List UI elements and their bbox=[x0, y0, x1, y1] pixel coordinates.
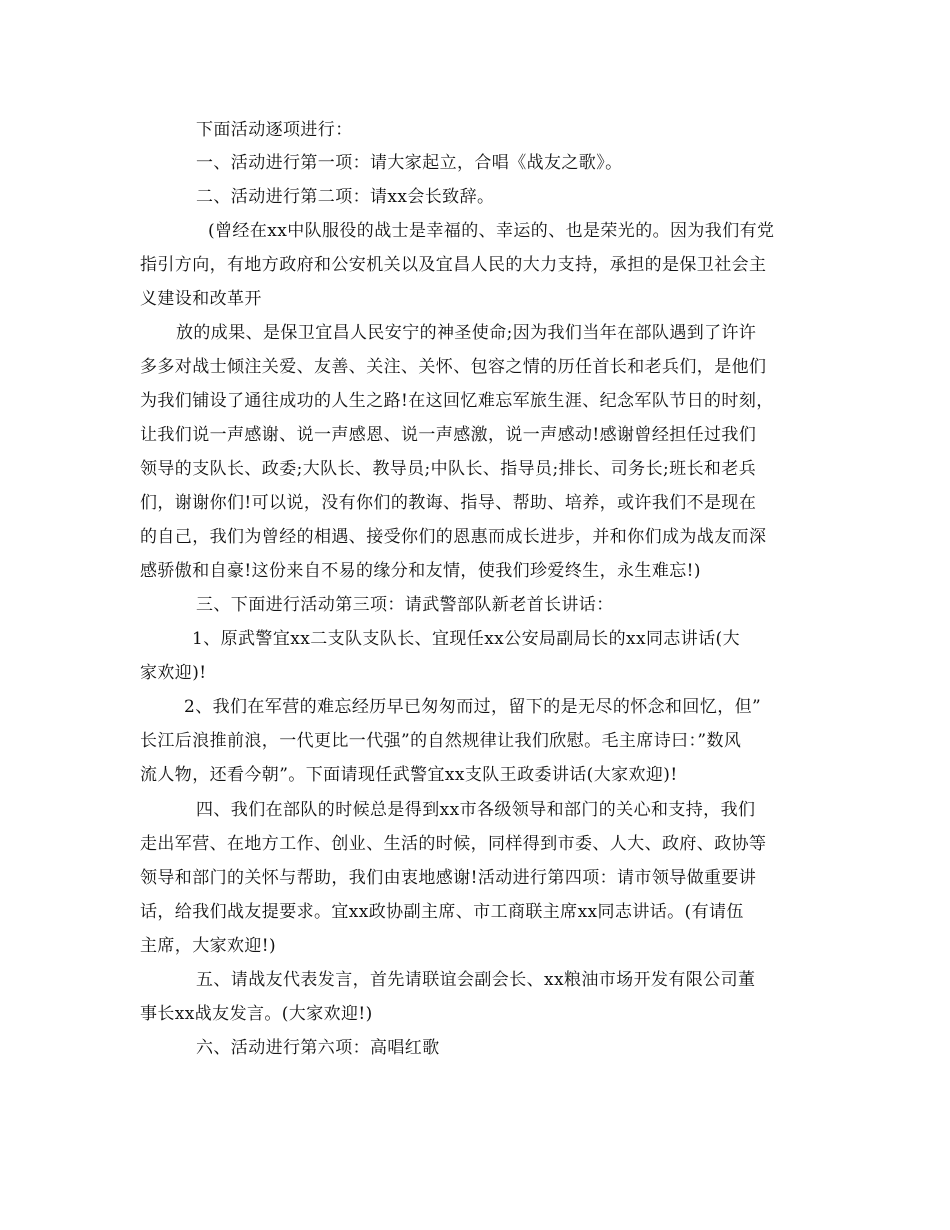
text-line: 六、活动进行第六项：高唱红歌 bbox=[196, 1038, 440, 1058]
text-line: 事长xx战友发言。(大家欢迎!) bbox=[140, 1004, 373, 1024]
text-line: 四、我们在部队的时候总是得到xx市各级领导和部门的关心和支持，我们 bbox=[196, 800, 756, 820]
text-line: 长江后浪推前浪，一代更比一代强”的自然规律让我们欣慰。毛主席诗曰：”数风 bbox=[140, 731, 742, 751]
text-line: 五、请战友代表发言，首先请联谊会副会长、xx粮油市场开发有限公司董 bbox=[196, 970, 756, 990]
text-line: 让我们说一声感谢、说一声感恩、说一声感激，说一声感动!感谢曾经担任过我们 bbox=[140, 425, 757, 445]
text-line: 领导的支队长、政委;大队长、教导员;中队长、指导员;排长、司务长;班长和老兵 bbox=[140, 459, 757, 479]
text-line: 感骄傲和自豪!这份来自不易的缘分和友情，使我们珍爱终生，永生难忘!) bbox=[140, 561, 701, 581]
text-line: 多多对战士倾注关爱、友善、关注、关怀、包容之情的历任首长和老兵们，是他们 bbox=[140, 357, 767, 377]
text-line: 领导和部门的关怀与帮助，我们由衷地感谢!活动进行第四项：请市领导做重要讲 bbox=[140, 868, 757, 888]
text-line: 主席，大家欢迎!) bbox=[140, 936, 277, 956]
text-line: 一、活动进行第一项：请大家起立，合唱《战友之歌》。 bbox=[196, 153, 623, 173]
text-line: 义建设和改革开 bbox=[140, 289, 262, 309]
text-line: 家欢迎)! bbox=[140, 663, 207, 683]
text-line: 流人物，还看今朝”。下面请现任武警宜xx支队王政委讲话(大家欢迎)! bbox=[140, 765, 678, 785]
text-line: 三、下面进行活动第三项：请武警部队新老首长讲话： bbox=[196, 595, 614, 615]
text-line: 下面活动逐项进行： bbox=[196, 120, 353, 140]
text-line: 2、我们在军营的难忘经历早已匆匆而过，留下的是无尽的怀念和回忆，但” bbox=[184, 697, 762, 717]
text-line: 走出军营、在地方工作、创业、生活的时候，同样得到市委、人大、政府、政协等 bbox=[140, 834, 767, 854]
text-line: 指引方向，有地方政府和公安机关以及宜昌人民的大力支持，承担的是保卫社会主 bbox=[140, 255, 767, 275]
text-line: 放的成果、是保卫宜昌人民安宁的神圣使命;因为我们当年在部队遇到了许许 bbox=[176, 323, 757, 343]
text-line: (曾经在xx中队服役的战士是幸福的、幸运的、也是荣光的。因为我们有党 bbox=[208, 221, 775, 241]
text-line: 1、原武警宜xx二支队支队长、宜现任xx公安局副局长的xx同志讲话(大 bbox=[192, 629, 740, 649]
text-line: 们，谢谢你们!可以说，没有你们的教诲、指导、帮助、培养，或许我们不是现在 bbox=[140, 493, 757, 513]
text-line: 为我们铺设了通往成功的人生之路!在这回忆难忘军旅生涯、纪念军队节日的时刻， bbox=[140, 391, 774, 411]
text-line: 二、活动进行第二项：请xx会长致辞。 bbox=[196, 187, 495, 207]
text-line: 话，给我们战友提要求。宜xx政协副主席、市工商联主席xx同志讲话。(有请伍 bbox=[140, 902, 744, 922]
text-line: 的自己，我们为曾经的相遇、接受你们的恩惠而成长进步，并和你们成为战友而深 bbox=[140, 527, 767, 547]
